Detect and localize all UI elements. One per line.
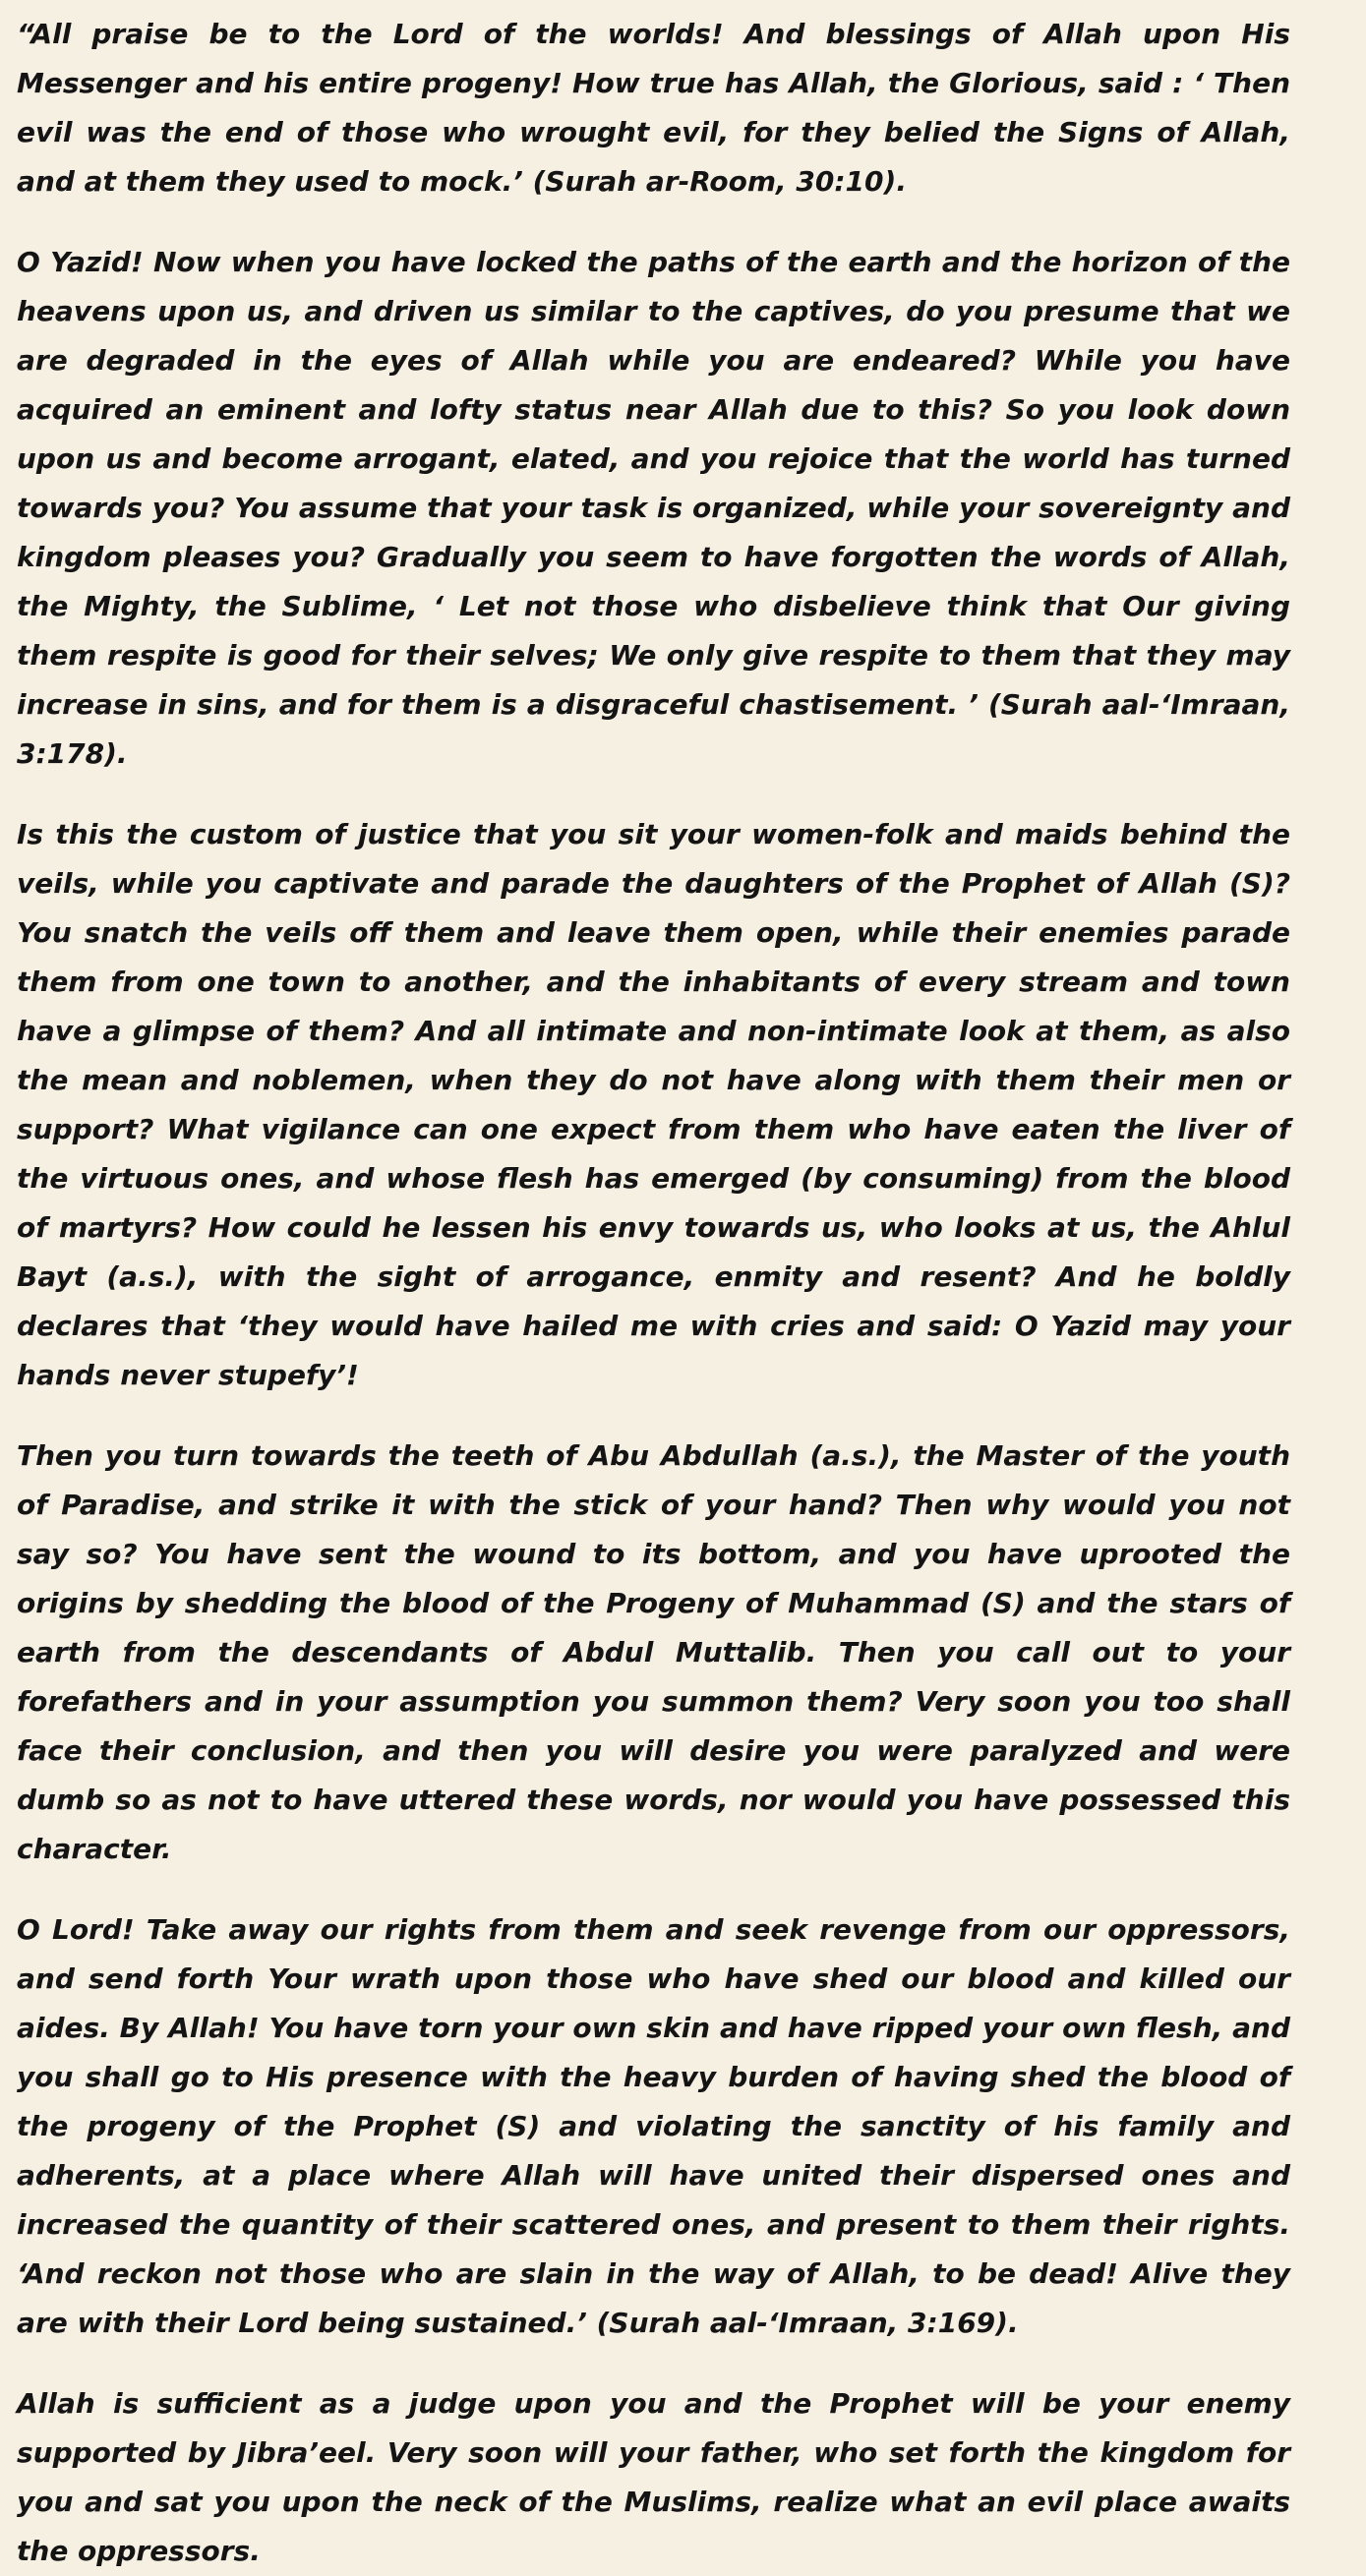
paragraph: “All praise be to the Lord of the worlds! And blessings of Allah upon His Messenger and his entire progeny! How true has Allah, the Glorious, said : ‘ Then evil was the end of those who wrought evil, for they belied the Signs of Allah, and at them they used to mock.’ (Surah ar-Room, 30:10).	[17, 18, 1290, 198]
paragraph: Allah is sufficient as a judge upon you and the Prophet will be your enemy supported by Jibra’eel. Very soon will your father, who set forth the kingdom for you and sat you upon the neck of the Muslims, realize what an evil place awaits the oppressors.	[17, 2387, 1290, 2567]
paragraph: Is this the custom of justice that you sit your women-folk and maids behind the veils, while you captivate and parade the daughters of the Prophet of Allah (S)? You snatch the veils off them and leave them open, while their enemies parade them from one town to another, and the inhabitants of every stream and town have a glimpse of them? And all intimate and non-intimate look at them, as also the mean and noblemen, when they do not have along with them their men or support? What vigilance can one expect from them who have eaten the liver of the virtuous ones, and whose flesh has emerged (by consuming) from the blood of martyrs? How could he lessen his envy towards us, who looks at us, the Ahlul Bayt (a.s.), with the sight of arrogance, enmity and resent? And he boldly declares that ‘they would have hailed me with cries and said: O Yazid may your hands never stupefy’!	[17, 818, 1290, 1391]
paragraph: O Yazid! Now when you have locked the paths of the earth and the horizon of the heavens upon us, and driven us similar to the captives, do you presume that we are degraded in the eyes of Allah while you are endeared? While you have acquired an eminent and lofty status near Allah due to this? So you look down upon us and become arrogant, elated, and you rejoice that the world has turned towards you? You assume that your task is organized, while your sovereignty and kingdom pleases you? Gradually you seem to have forgotten the words of Allah, the Mighty, the Sublime, ‘ Let not those who disbelieve think that Our giving them respite is good for their selves; We only give respite to them that they may increase in sins, and for them is a disgraceful chastisement. ’ (Surah aal-‘Imraan, 3:178).	[17, 246, 1290, 770]
paragraph: O Lord! Take away our rights from them and seek revenge from our oppressors, and send forth Your wrath upon those who have shed our blood and killed our aides. By Allah! You have torn your own skin and have ripped your own flesh, and you shall go to His presence with the heavy burden of having shed the blood of the progeny of the Prophet (S) and violating the sanctity of his family and adherents, at a place where Allah will have united their dispersed ones and increased the quantity of their scattered ones, and present to them their rights. ‘And reckon not those who are slain in the way of Allah, to be dead! Alive they are with their Lord being sustained.’ (Surah aal-‘Imraan, 3:169).	[17, 1913, 1290, 2339]
paragraph: Then you turn towards the teeth of Abu Abdullah (a.s.), the Master of the youth of Paradise, and strike it with the stick of your hand? Then why would you not say so? You have sent the wound to its bottom, and you have uprooted the origins by shedding the blood of the Progeny of Muhammad (S) and the stars of earth from the descendants of Abdul Muttalib. Then you call out to your forefathers and in your assumption you summon them? Very soon you too shall face their conclusion, and then you will desire you were paralyzed and were dumb so as not to have uttered these words, nor would you have possessed this character.	[17, 1439, 1290, 1865]
